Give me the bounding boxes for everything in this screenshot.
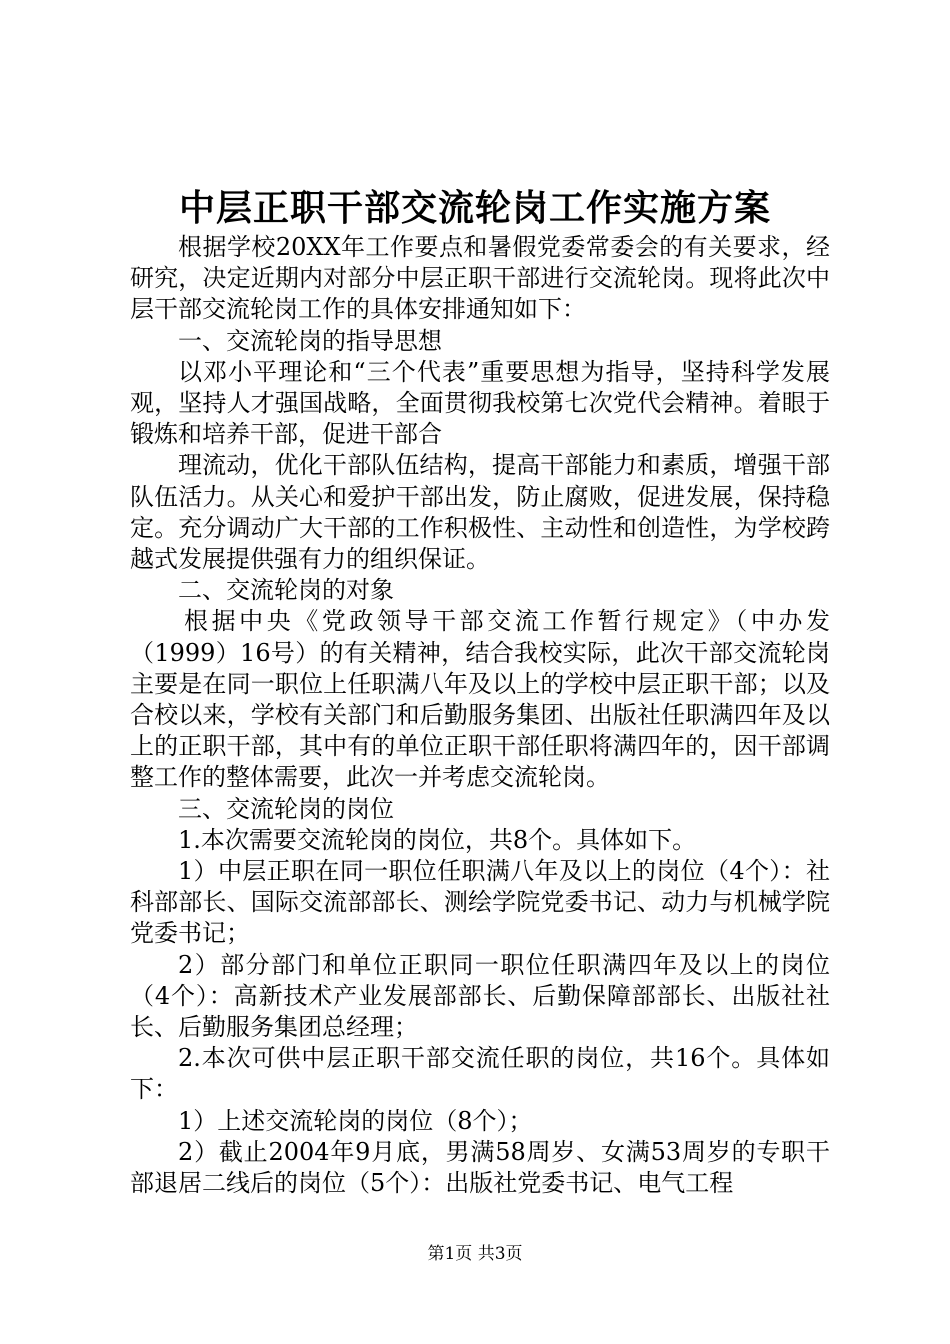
page-number: 第1页 共3页 (427, 1244, 523, 1264)
paragraph-targets: 根据中央《党政领导干部交流工作暂行规定》（中办发（1999）16号）的有关精神，结合我校实际，此次干部交流轮岗主要是在同一职位上任职满八年及以上的学校中层正职干部；以及合校以来，学校有关部门和后勤服务集团、出版社任职满四年及以上的正职干部，其中有的单位正职干部任职将满四年的，因干部调整工作的整体需要，此次一并考虑交流轮岗。 (130, 607, 830, 792)
list-subitem-2-2: 2）截止2004年9月底，男满58周岁、女满53周岁的专职干部退居二线后的岗位（5个）：出版社党委书记、电气工程 (130, 1137, 830, 1198)
document-title: 中层正职干部交流轮岗工作实施方案 (178, 187, 771, 229)
list-item-2: 2.本次可供中层正职干部交流任职的岗位，共16个。具体如下： (130, 1044, 830, 1104)
document-body (130, 232, 830, 1199)
paragraph-intro: 根据学校20XX年工作要点和暑假党委常委会的有关要求，经研究，决定近期内对部分中层正职干部进行交流轮岗。现将此次中层干部交流轮岗工作的具体安排通知如下： (130, 233, 830, 324)
section-heading-1: 一、交流轮岗的指导思想 (178, 326, 442, 355)
list-subitem-2-1: 1）上述交流轮岗的岗位（8个）； (178, 1106, 533, 1135)
section-heading-3: 三、交流轮岗的岗位 (178, 794, 394, 823)
list-subitem-1-1: 1）中层正职在同一职位任职满八年及以上的岗位（4个）：社科部部长、国际交流部部长、测绘学院党委书记、动力与机械学院党委书记； (130, 857, 830, 948)
list-subitem-1-2: 2）部分部门和单位正职同一职位任职满四年及以上的岗位（4个）：高新技术产业发展部部长、后勤保障部部长、出版社社长、后勤服务集团总经理； (130, 950, 830, 1042)
list-item-1: 1.本次需要交流轮岗的岗位，共8个。具体如下。 (178, 825, 697, 854)
paragraph-guiding-thought: 以邓小平理论和“三个代表”重要思想为指导，坚持科学发展观，坚持人才强国战略，全面贯彻我校第七次党代会精神。着眼于锻炼和培养干部，促进干部合 (130, 357, 830, 449)
section-heading-2: 二、交流轮岗的对象 (178, 576, 394, 605)
paragraph-guiding-thought-cont: 理流动，优化干部队伍结构，提高干部能力和素质，增强干部队伍活力。从关心和爱护干部出发，防止腐败，促进发展，保持稳定。充分调动广大干部的工作积极性、主动性和创造性，为学校跨越式发展提供强有力的组织保证。 (130, 451, 830, 574)
